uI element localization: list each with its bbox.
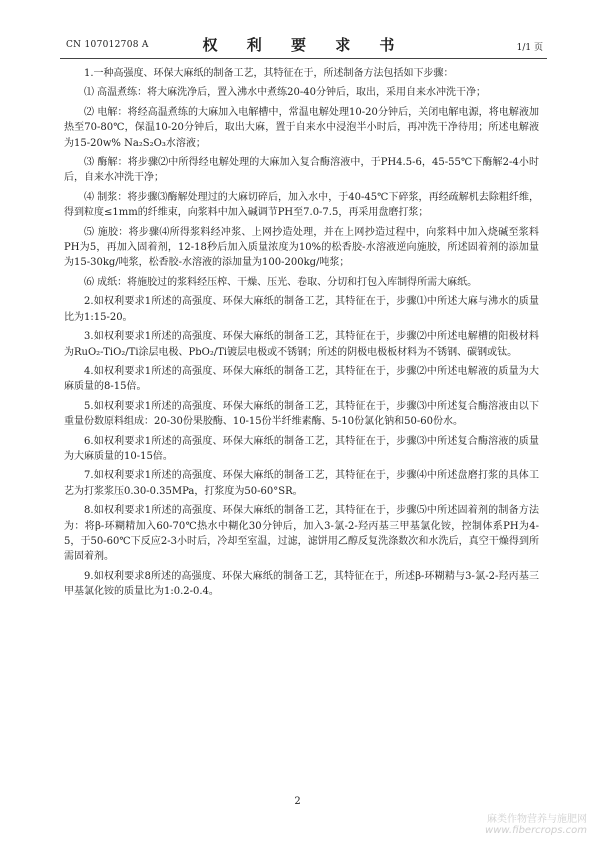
- claims-body: [64, 66, 539, 604]
- claim-8: 8.如权利要求1所述的高强度、环保大麻纸的制备工艺，其特征在于，步骤⑸中所述固着剂的制备方法为：将β-环糊精加入60-70℃热水中糊化30分钟后，加入3-氯-2-羟丙基三甲基氯化铵，控制体系PH为4-5，于50-60℃下反应2-3小时后，冷却至室温，过滤，滤饼用乙醇反复洗涤数次和水洗后，真空干燥得到所需固着剂。: [64, 505, 539, 563]
- claim-1-step-5: ⑸ 施胶：将步骤⑷所得浆料经冲浆、上网抄造处理，并在上网抄造过程中，向浆料中加入烧碱至浆料PH为5，再加入固着剂，12-18秒后加入质量浓度为10%的松香胶-水溶液逆向施胶，所述固着剂的添加量为15-30kg/吨浆，松香胶-水溶液的添加量为100-200kg/吨浆；: [64, 226, 539, 269]
- watermark: [485, 810, 587, 836]
- claim-3: 3.如权利要求1所述的高强度、环保大麻纸的制备工艺，其特征在于，步骤⑵中所述电解槽的阳极材料为RuO₂-TiO₂/Ti涂层电极、PbO₂/Ti镀层电极或不锈钢；所述的阴极电极板材料为不锈钢、碳钢或钛。: [64, 331, 539, 358]
- publication-number: CN 107012708 A: [66, 40, 149, 50]
- page-indicator: 1/1 页: [516, 43, 543, 53]
- claim-1-step-4: ⑷ 制浆：将步骤⑶酶解处理过的大麻切碎后，加入水中，于40-45℃下碎浆，再经疏解机去除粗纤维，得到粒度≤1mm的纤维束，向浆料中加入碱调节PH至7.0-7.5，再采用盘磨打浆；: [64, 191, 539, 219]
- claim-1-step-1: ⑴ 高温煮练：将大麻洗净后，置入沸水中煮练20-40分钟后，取出，采用自来水冲洗干净；: [84, 87, 487, 99]
- claim-1-step-2: ⑵ 电解：将经高温煮练的大麻加入电解槽中，常温电解处理10-20分钟后，关闭电解电源，将电解液加热至70-80℃，保温10-20分钟后，取出大麻，置于自来水中浸泡半小时后，再冲洗干净待用；所述电解液为15-20w% Na₂S₂O₃水溶液；: [64, 106, 539, 149]
- page-header: [66, 30, 543, 58]
- claim-9: 9.如权利要求8所述的高强度、环保大麻纸的制备工艺，其特征在于，所述β-环糊精与3-氯-2-羟丙基三甲基氯化铵的质量比为1:0.2-0.4。: [64, 570, 539, 598]
- header-divider: [60, 58, 547, 59]
- claim-1: 1.一种高强度、环保大麻纸的制备工艺，其特征在于，所述制备方法包括如下步骤：: [84, 68, 454, 79]
- claim-5: 5.如权利要求1所述的高强度、环保大麻纸的制备工艺，其特征在于，步骤⑶中所述复合酶溶液由以下重量份数原料组成：20-30份果胶酶、10-15份半纤维素酶、5-10份氯化钠和50-60份水。: [64, 400, 539, 428]
- claim-2: 2.如权利要求1所述的高强度、环保大麻纸的制备工艺，其特征在于，步骤⑴中所述大麻与沸水的质量比为1:15-20。: [64, 296, 539, 323]
- claim-7: 7.如权利要求1所述的高强度、环保大麻纸的制备工艺，其特征在于，步骤⑷中所述盘磨打浆的具体工艺为打浆浆压0.30-0.35MPa，打浆度为50-60°SR。: [64, 470, 539, 497]
- watermark-site-name: 麻类作物营养与施肥网: [487, 814, 587, 825]
- claim-6: 6.如权利要求1所述的高强度、环保大麻纸的制备工艺，其特征在于，步骤⑶中所述复合酶溶液的质量为大麻质量的10-15倍。: [64, 435, 539, 462]
- claim-1-step-3: ⑶ 酶解：将步骤⑵中所得经电解处理的大麻加入复合酶溶液中，于PH4.5-6，45-55℃下酶解2-4小时后，自来水冲洗干净；: [64, 157, 539, 184]
- page-number: 2: [294, 796, 301, 807]
- claim-4: 4.如权利要求1所述的高强度、环保大麻纸的制备工艺，其特征在于，步骤⑵中所述电解液的质量为大麻质量的8-15倍。: [64, 365, 539, 393]
- claim-1-step-6: ⑹ 成纸：将施胶过的浆料经压榨、干燥、压光、卷取、分切和打包入库制得所需大麻纸。: [84, 276, 478, 288]
- document-title: 权 利 要 求 书: [202, 36, 407, 54]
- watermark-url: www.fibercrops.com: [485, 825, 587, 836]
